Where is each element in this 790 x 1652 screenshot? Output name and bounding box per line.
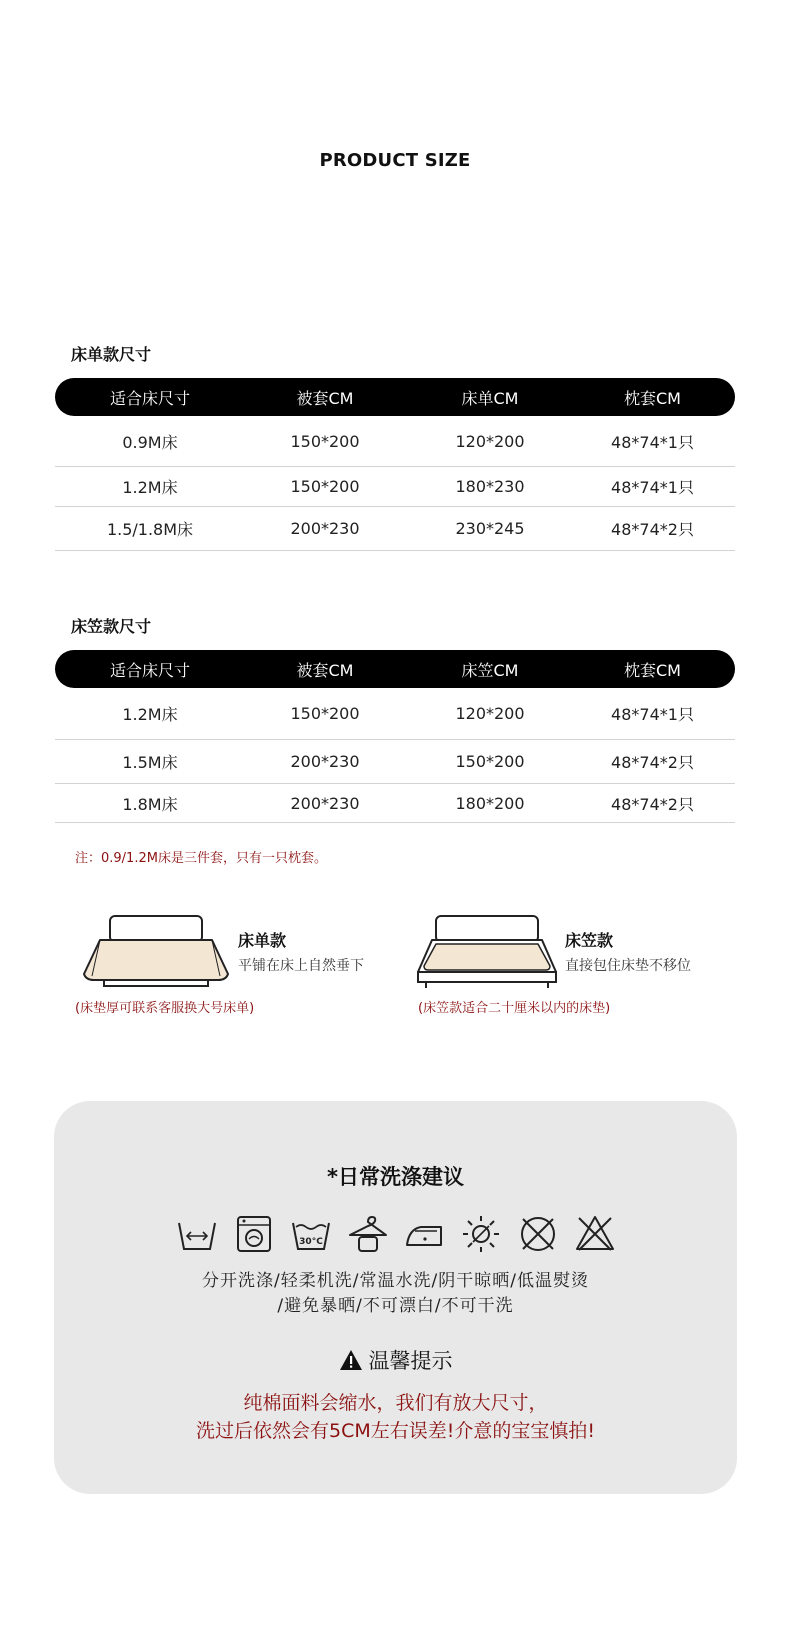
- flat-sheet-note: (床垫厚可联系客服换大号床单): [75, 1001, 255, 1016]
- tip-heading: [54, 1345, 737, 1375]
- header-cell: 适合床尺寸: [109, 388, 190, 408]
- table-cell: 48*74*2只: [611, 794, 694, 814]
- tip-line-2: 洗过后依然会有5CM左右误差!介意的宝宝慎拍!: [196, 1420, 595, 1442]
- table-cell: 150*200: [290, 431, 360, 451]
- table-cell: 180*200: [455, 793, 525, 813]
- table-cell: 150*200: [290, 704, 360, 723]
- table-cell: 150*200: [455, 752, 525, 771]
- no-bleach-icon: [517, 1213, 559, 1255]
- header-cell: 适合床尺寸: [109, 660, 190, 680]
- table-row: [55, 784, 735, 823]
- table-cell: 120*200: [455, 431, 525, 451]
- table-cell: 1.5M床: [122, 753, 178, 772]
- fitted-section-title: 床笠款尺寸: [71, 617, 152, 636]
- wash-title: *日常洗涤建议: [327, 1165, 464, 1189]
- fitted-sheet-info: [565, 928, 691, 975]
- table-cell: 48*74*2只: [611, 753, 694, 772]
- header-cell: 枕套CM: [624, 388, 681, 408]
- sun-icon: [460, 1213, 502, 1255]
- wash-instructions: [54, 1269, 737, 1319]
- hand-wash-icon: [176, 1213, 218, 1255]
- table-row: [55, 467, 735, 507]
- sheet-section-title: 床单款尺寸: [71, 345, 152, 364]
- table-row: [55, 740, 735, 784]
- flat-sheet-info: [238, 928, 364, 975]
- table-cell: 1.2M床: [122, 705, 178, 724]
- header-cell: 被套CM: [296, 388, 354, 408]
- header-cell: 床笠CM: [461, 660, 519, 680]
- table-cell: 1.8M床: [122, 794, 178, 814]
- table-cell: 120*200: [455, 704, 525, 723]
- wash-30c-icon: [290, 1213, 332, 1255]
- table-cell: 48*74*1只: [611, 478, 694, 497]
- flat-sheet-desc: 平铺在床上自然垂下: [238, 958, 364, 974]
- fitted-sheet-desc: 直接包住床垫不移位: [565, 958, 691, 974]
- wash-temp-label: 30°C: [298, 1237, 323, 1247]
- table-cell: 48*74*1只: [611, 705, 694, 724]
- table-cell: 200*230: [290, 752, 360, 771]
- flat-sheet-name: 床单款: [238, 931, 287, 950]
- table-cell: 48*74*2只: [611, 520, 694, 539]
- table-cell: 200*230: [290, 519, 360, 538]
- wash-line-2: /避免暴晒/不可漂白/不可干洗: [277, 1296, 514, 1316]
- table-row: [55, 688, 735, 740]
- table-row: [55, 416, 735, 467]
- table-cell: 150*200: [290, 477, 360, 496]
- care-icons: [176, 1213, 616, 1255]
- sheet-size-table: [55, 378, 735, 551]
- no-dry-clean-icon: [574, 1213, 616, 1255]
- wash-care-card: [54, 1101, 737, 1494]
- table-row: [55, 507, 735, 551]
- table-header: [55, 650, 735, 688]
- table-cell: 48*74*1只: [611, 432, 694, 452]
- table-cell: 0.9M床: [122, 432, 178, 452]
- header-cell: 被套CM: [296, 660, 354, 680]
- tip-line-1: 纯棉面料会缩水，我们有放大尺寸，: [243, 1392, 548, 1414]
- table-header: [55, 378, 735, 416]
- tip-text: [54, 1389, 737, 1445]
- page-title: PRODUCT SIZE: [319, 150, 471, 171]
- table-cell: 1.2M床: [122, 478, 178, 497]
- table-cell: 180*230: [455, 477, 525, 496]
- table-cell: 200*230: [290, 793, 360, 813]
- hanger-icon: [347, 1213, 389, 1255]
- fitted-sheet-bed-icon: [414, 914, 559, 990]
- fitted-size-table: [55, 650, 735, 823]
- fitted-sheet-note: (床笠款适合二十厘米以内的床垫): [418, 1001, 611, 1016]
- header-cell: 床单CM: [461, 388, 519, 408]
- table-cell: 230*245: [455, 519, 525, 538]
- flat-sheet-bed-icon: [78, 914, 234, 990]
- tip-title: 温馨提示: [368, 1349, 453, 1373]
- iron-icon: [403, 1213, 445, 1255]
- wash-line-1: 分开洗涤/轻柔机洗/常温水洗/阴干晾晒/低温熨烫: [202, 1271, 589, 1291]
- washing-machine-icon: [233, 1213, 275, 1255]
- header-cell: 枕套CM: [624, 660, 681, 680]
- fitted-sheet-name: 床笠款: [565, 931, 614, 950]
- table-cell: 1.5/1.8M床: [106, 520, 194, 539]
- warning-icon: [339, 1349, 363, 1371]
- set-note: 注：0.9/1.2M床是三件套，只有一只枕套。: [75, 851, 327, 866]
